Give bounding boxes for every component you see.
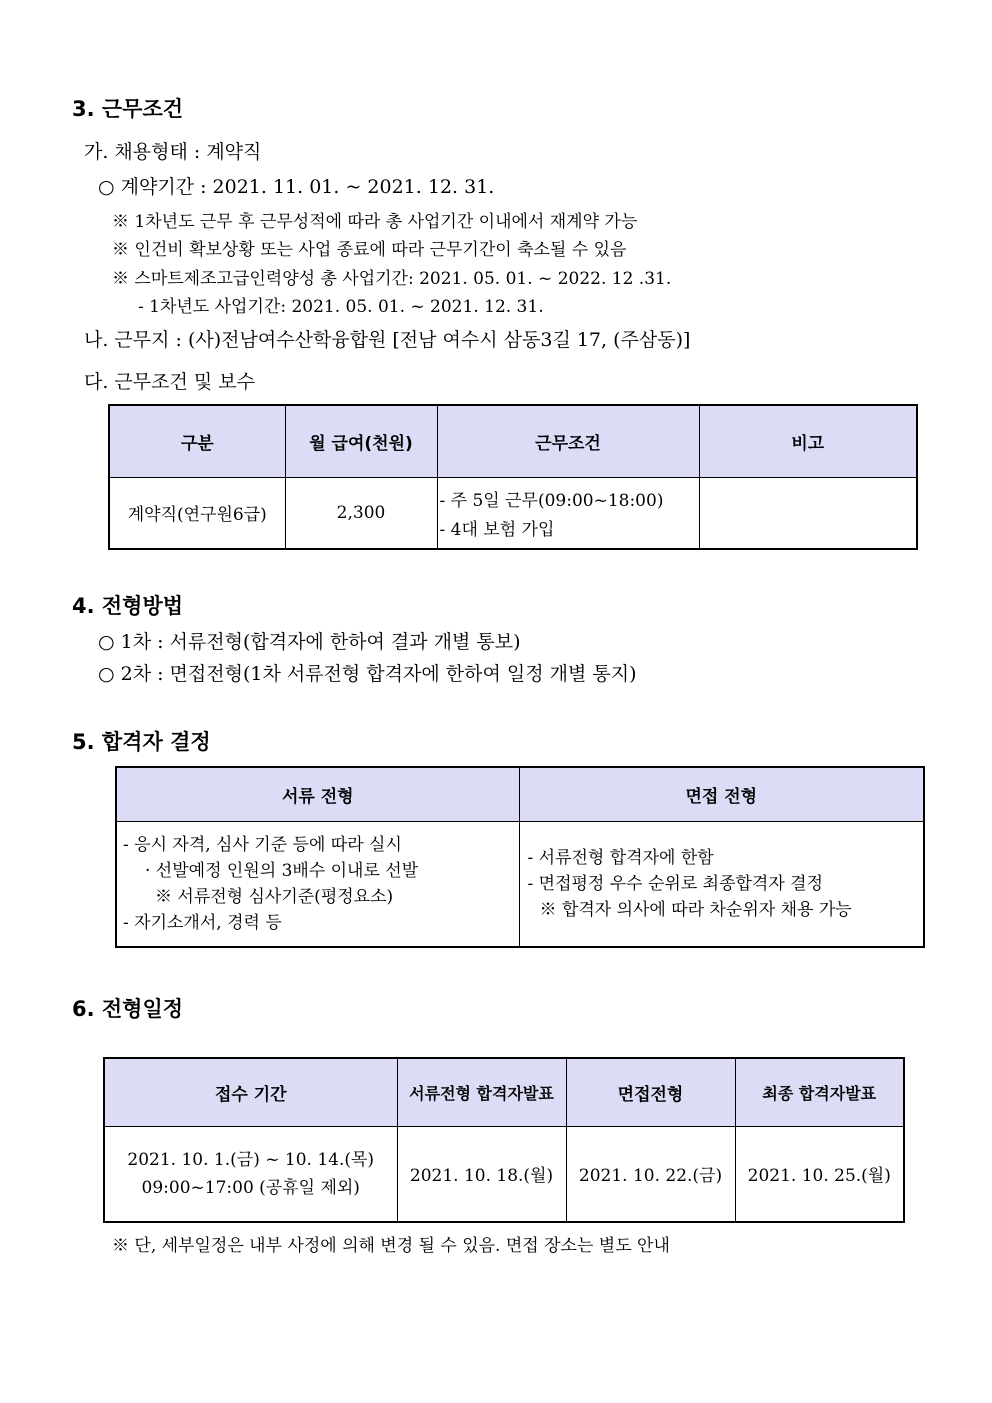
application-hours: 09:00~17:00 (공휴일 제외) bbox=[141, 1177, 360, 1198]
schedule-note: ※ 단, 세부일정은 내부 사정에 의해 변경 될 수 있음. 면접 장소는 별도 안내 bbox=[112, 1236, 670, 1256]
col-document-result: 서류전형 합격자발표 bbox=[397, 1058, 566, 1126]
contract-period: ○ 계약기간 : 2021. 11. 01. ~ 2021. 12. 31. bbox=[98, 176, 495, 198]
schedule-table bbox=[103, 1057, 905, 1223]
cell-interview-criteria bbox=[519, 821, 924, 947]
col-remark: 비고 bbox=[699, 405, 917, 477]
cell-conditions bbox=[437, 477, 699, 549]
employment-type: 가. 채용형태 : 계약직 bbox=[84, 141, 262, 163]
criteria-line: - 면접평정 우수 순위로 최종합격자 결정 bbox=[527, 873, 824, 894]
cell-interview: 2021. 10. 22.(금) bbox=[566, 1126, 735, 1222]
col-interview-screening: 면접 전형 bbox=[519, 767, 924, 821]
cell-category: 계약직(연구원6급) bbox=[109, 477, 285, 549]
cell-final-result: 2021. 10. 25.(월) bbox=[735, 1126, 904, 1222]
cell-salary: 2,300 bbox=[285, 477, 437, 549]
cell-document-criteria bbox=[116, 821, 519, 947]
screening-step-1: ○ 1차 : 서류전형(합격자에 한하여 결과 개별 통보) bbox=[98, 631, 521, 653]
condition-line: - 주 5일 근무(09:00~18:00) bbox=[439, 490, 664, 511]
cell-document-result: 2021. 10. 18.(월) bbox=[397, 1126, 566, 1222]
section-6-heading: 6. 전형일정 bbox=[72, 997, 184, 1021]
note-budget: ※ 인건비 확보상황 또는 사업 종료에 따라 근무기간이 축소될 수 있음 bbox=[112, 240, 627, 260]
conditions-title: 다. 근무조건 및 보수 bbox=[84, 371, 255, 393]
col-interview: 면접전형 bbox=[566, 1058, 735, 1126]
criteria-line: - 서류전형 합격자에 한함 bbox=[527, 847, 714, 868]
section-4-heading: 4. 전형방법 bbox=[72, 594, 184, 618]
col-salary: 월 급여(천원) bbox=[285, 405, 437, 477]
criteria-line: - 응시 자격, 심사 기준 등에 따라 실시 bbox=[123, 834, 402, 855]
cell-application-period bbox=[104, 1126, 397, 1222]
criteria-line: ※ 서류전형 심사기준(평정요소) bbox=[155, 886, 394, 907]
section-5-heading: 5. 합격자 결정 bbox=[72, 730, 211, 754]
col-category: 구분 bbox=[109, 405, 285, 477]
criteria-line: - 자기소개서, 경력 등 bbox=[123, 912, 282, 933]
note-first-year: - 1차년도 사업기간: 2021. 05. 01. ~ 2021. 12. 31. bbox=[138, 297, 544, 317]
condition-line: - 4대 보험 가입 bbox=[439, 519, 555, 540]
selection-table bbox=[115, 766, 925, 948]
workplace: 나. 근무지 : (사)전남여수산학융합원 [전남 여수시 삼동3길 17, (주삼동)] bbox=[84, 329, 691, 351]
screening-step-2: ○ 2차 : 면접전형(1차 서류전형 합격자에 한하여 일정 개별 통지) bbox=[98, 663, 637, 685]
conditions-table bbox=[108, 404, 918, 550]
col-conditions: 근무조건 bbox=[437, 405, 699, 477]
cell-remark bbox=[699, 477, 917, 549]
col-final-result: 최종 합격자발표 bbox=[735, 1058, 904, 1126]
note-renewal: ※ 1차년도 근무 후 근무성적에 따라 총 사업기간 이내에서 재계약 가능 bbox=[112, 212, 638, 232]
col-application-period: 접수 기간 bbox=[104, 1058, 397, 1126]
section-3-heading: 3. 근무조건 bbox=[72, 97, 184, 121]
col-document-screening: 서류 전형 bbox=[116, 767, 519, 821]
note-project-period: ※ 스마트제조고급인력양성 총 사업기간: 2021. 05. 01. ~ 2022. 12 .31. bbox=[112, 269, 672, 289]
criteria-line: ※ 합격자 의사에 따라 차순위자 채용 가능 bbox=[539, 899, 852, 920]
application-dates: 2021. 10. 1.(금) ~ 10. 14.(목) bbox=[127, 1149, 375, 1170]
criteria-line: · 선발예정 인원의 3배수 이내로 선발 bbox=[145, 860, 419, 881]
